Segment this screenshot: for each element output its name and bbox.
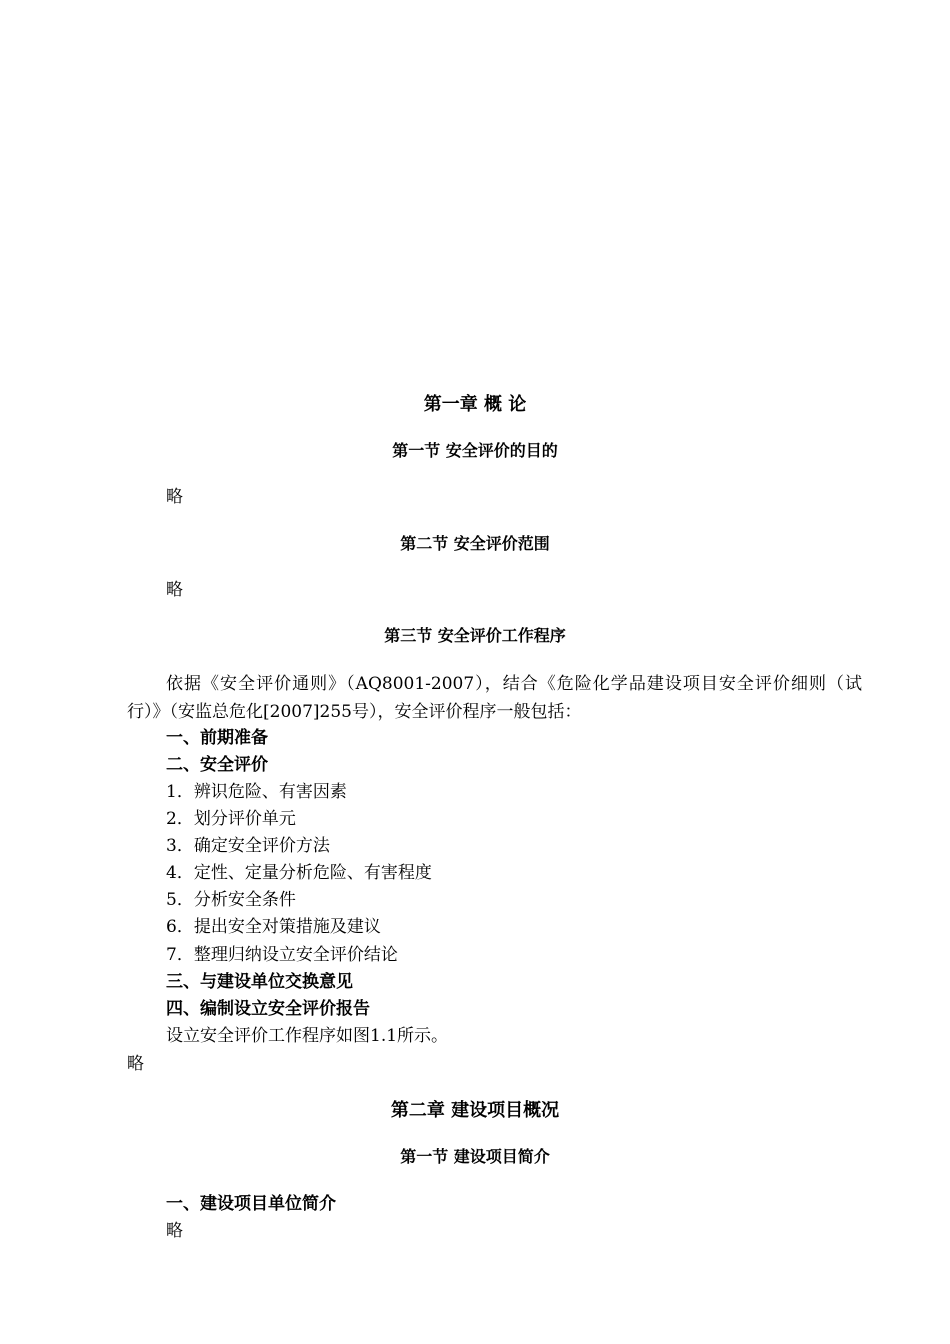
- chapter-2-title: 第二章 建设项目概况: [390, 1100, 560, 1121]
- figure-reference: 设立安全评价工作程序如图1.1所示。: [166, 1026, 449, 1046]
- substep-1: 1．辨识危险、有害因素: [166, 782, 347, 802]
- chapter-1-section-2-body: 略: [166, 580, 183, 600]
- substep-7: 7．整理归纳设立安全评价结论: [166, 945, 398, 965]
- figure-placeholder: 略: [127, 1054, 144, 1074]
- chapter-1-section-1-body: 略: [166, 487, 183, 507]
- chapter-1-section-1-title: 第一节 安全评价的目的: [392, 441, 558, 460]
- chapter-1-section-2-title: 第二节 安全评价范围: [400, 534, 550, 553]
- substep-2: 2．划分评价单元: [166, 809, 296, 829]
- chapter-1-section-3-title: 第三节 安全评价工作程序: [384, 626, 566, 645]
- step-2-heading: 二、安全评价: [166, 755, 268, 775]
- substep-6: 6．提出安全对策措施及建议: [166, 917, 381, 937]
- step-3-heading: 三、与建设单位交换意见: [166, 972, 353, 992]
- step-1-heading: 一、前期准备: [166, 728, 268, 748]
- step-4-heading: 四、编制设立安全评价报告: [166, 999, 370, 1019]
- project-unit-subheading: 一、建设项目单位简介: [166, 1194, 336, 1214]
- substep-4: 4．定性、定量分析危险、有害程度: [166, 863, 432, 883]
- chapter-2-section-1-title: 第一节 建设项目简介: [400, 1147, 550, 1166]
- substep-5: 5．分析安全条件: [166, 890, 296, 910]
- section-3-intro-paragraph: 依据《安全评价通则》（AQ8001-2007），结合《危险化学品建设项目安全评价细则（试行）》（安监总危化[2007]255号），安全评价程序一般包括：: [127, 674, 862, 722]
- project-unit-body: 略: [166, 1221, 183, 1241]
- substep-3: 3．确定安全评价方法: [166, 836, 330, 856]
- chapter-1-title: 第一章 概 论: [423, 394, 527, 415]
